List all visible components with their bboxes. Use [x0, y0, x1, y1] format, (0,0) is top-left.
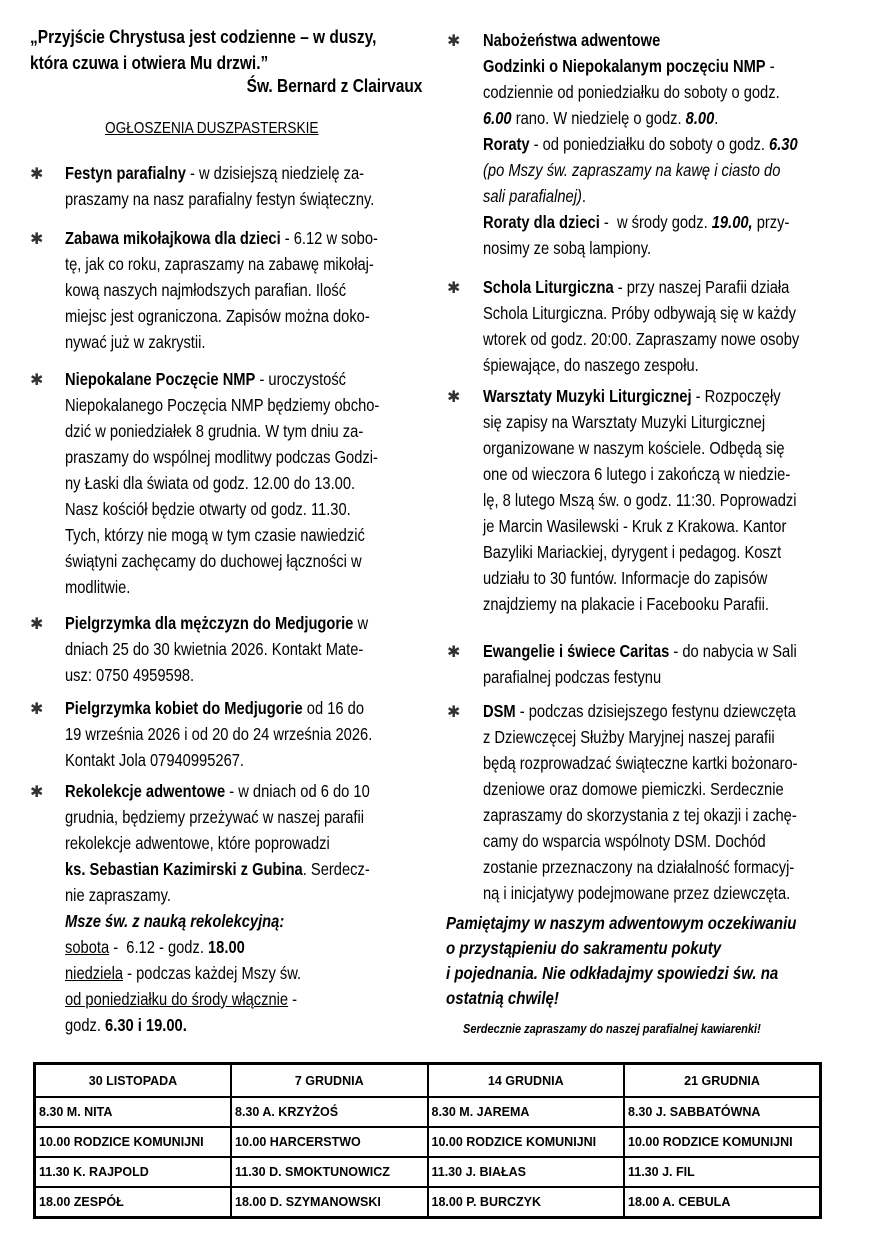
announcement-emphasis: 8.00: [685, 108, 715, 128]
announcement-item: [65, 160, 374, 212]
announcement-text: .: [714, 108, 719, 128]
announcement-emphasis: 19.00,: [711, 212, 753, 232]
announcement-text: .: [581, 186, 586, 206]
schedule-cell: 8.30 A. KRZYŻOŚ: [231, 1097, 428, 1127]
quote-author: Św. Bernard z Clairvaux: [246, 76, 422, 96]
announcement-item: [483, 698, 798, 906]
announcement-emphasis: 18.00: [208, 937, 245, 957]
announcement-emphasis: Msze św. z nauką rekolekcyjną:: [65, 911, 285, 931]
schedule-date-header: 14 GRUDNIA: [428, 1064, 625, 1098]
schedule-date-header: 21 GRUDNIA: [624, 1064, 821, 1098]
asterisk-bullet-icon: ✱: [30, 701, 44, 718]
announcement-text: - 6.12 w sobo- tę, jak co roku, zapraszamy na zabawę mikołaj- kową naszych najmłodszych parafian. Ilość miejsc jest ograniczona. Zapisów można doko- nywać już w zakrystii.: [65, 228, 378, 352]
asterisk-bullet-icon: ✱: [30, 166, 44, 183]
announcement-emphasis: 6.30 i 19.00.: [105, 1015, 187, 1035]
schedule-row: [35, 1187, 821, 1218]
announcement-text: przy- nosimy ze sobą lampiony.: [483, 212, 790, 258]
closing-text: Pamiętajmy w naszym adwentowym oczekiwaniu o przystąpieniu do sakramentu pokuty i pojednania. Nie odkładajmy spowiedzi św. na ostatnią chwilę!: [446, 913, 797, 1008]
announcement-text: - podczas każdej Mszy św.: [127, 963, 302, 983]
announcement-item: [483, 638, 797, 690]
announcement-emphasis: Nabożeństwa adwentowe Godzinki o Niepokalanym poczęciu NMP: [483, 30, 766, 76]
announcement-emphasis: Rekolekcje adwentowe: [65, 781, 226, 801]
schedule-date-header: 7 GRUDNIA: [231, 1064, 428, 1098]
schedule-cell: 8.30 J. SABBATÓWNA: [624, 1097, 821, 1127]
announcement-emphasis: od poniedziałku do środy włącznie: [65, 989, 289, 1009]
announcement-text: - codziennie od poniedziałku do soboty o godz.: [483, 56, 780, 102]
announcement-item: [65, 366, 379, 600]
announcement-text: od 16 do 19 września 2026 i od 20 do 24 września 2026. Kontakt Jola 07940995267.: [65, 698, 373, 770]
schedule-row: [35, 1157, 821, 1187]
asterisk-bullet-icon: ✱: [447, 280, 461, 297]
schedule-cell: 10.00 HARCERSTWO: [231, 1127, 428, 1157]
asterisk-bullet-icon: ✱: [447, 704, 461, 721]
asterisk-bullet-icon: ✱: [30, 616, 44, 633]
announcement-emphasis: (po Mszy św. zapraszamy na kawę i ciasto do sali parafialnej): [483, 160, 781, 206]
schedule-cell: 18.00 D. SZYMANOWSKI: [231, 1187, 428, 1218]
announcement-item: [483, 383, 797, 617]
asterisk-bullet-icon: ✱: [30, 231, 44, 248]
announcement-emphasis: Zabawa mikołajkowa dla dzieci: [65, 228, 281, 248]
schedule-cell: 11.30 J. BIAŁAS: [428, 1157, 625, 1187]
schedule-cell: 11.30 D. SMOKTUNOWICZ: [231, 1157, 428, 1187]
announcement-text: - do nabycia w Sali parafialnej podczas festynu: [483, 641, 797, 687]
announcement-emphasis: Pielgrzymka kobiet do Medjugorie: [65, 698, 303, 718]
announcement-emphasis: 6.30: [769, 134, 798, 154]
announcement-emphasis: Pielgrzymka dla mężczyzn do Medjugorie: [65, 613, 354, 633]
schedule-cell: 10.00 RODZICE KOMUNIJNI: [428, 1127, 625, 1157]
announcement-emphasis: Schola Liturgiczna: [483, 277, 614, 297]
announcement-text: . Serdecz- nie zapraszamy.: [65, 859, 370, 905]
announcement-emphasis: Roraty: [483, 134, 530, 154]
announcement-text: - w dniach od 6 do 10 grudnia, będziemy przeżywać w naszej parafii rekolekcje adwentowe, które poprowadzi: [65, 781, 370, 853]
schedule-cell: 10.00 RODZICE KOMUNIJNI: [624, 1127, 821, 1157]
asterisk-bullet-icon: ✱: [30, 784, 44, 801]
announcement-text: w dniach 25 do 30 kwietnia 2026. Kontakt Mate- usz: 0750 4959598.: [65, 613, 369, 685]
schedule-row: [35, 1097, 821, 1127]
announcement-text: - w środy godz.: [599, 212, 712, 232]
schedule-cell: 18.00 ZESPÓŁ: [35, 1187, 232, 1218]
announcement-emphasis: Niepokalane Poczęcie NMP: [65, 369, 256, 389]
schedule-table: [33, 1062, 822, 1219]
announcement-emphasis: sobota: [65, 937, 110, 957]
announcement-item: [65, 695, 372, 773]
announcement-emphasis: niedziela: [65, 963, 124, 983]
schedule-cell: 18.00 P. BURCZYK: [428, 1187, 625, 1218]
cafe-invitation: Serdecznie zapraszamy do naszej parafialnej kawiarenki!: [463, 1022, 761, 1036]
schedule-date-header: 30 LISTOPADA: [35, 1064, 232, 1098]
announcement-emphasis: 6.00: [483, 108, 512, 128]
schedule-cell: 11.30 J. FIL: [624, 1157, 821, 1187]
announcement-item: [65, 225, 378, 355]
schedule-cell: 8.30 M. JAREMA: [428, 1097, 625, 1127]
announcement-item: [65, 610, 368, 688]
schedule-cell: 8.30 M. NITA: [35, 1097, 232, 1127]
quote-text: „Przyjście Chrystusa jest codzienne – w duszy, która czuwa i otwiera Mu drzwi.”: [30, 27, 377, 73]
schedule-cell: 18.00 A. CEBULA: [624, 1187, 821, 1218]
announcement-text: - przy naszej Parafii działa Schola Liturgiczna. Próby odbywają się w każdy wtorek od godz. 20:00. Zapraszamy nowe osoby śpiewające, do naszego zespołu.: [483, 277, 800, 375]
announcement-emphasis: Festyn parafialny: [65, 163, 186, 183]
announcement-emphasis: Warsztaty Muzyki Liturgicznej: [483, 386, 692, 406]
announcement-emphasis: ks. Sebastian Kazimirski z Gubina: [65, 859, 303, 879]
announcement-item: [483, 274, 799, 378]
announcement-text: rano. W niedzielę o godz.: [511, 108, 686, 128]
asterisk-bullet-icon: ✱: [447, 389, 461, 406]
announcement-text: - 6.12 - godz.: [109, 937, 209, 957]
announcement-text: - godz.: [65, 989, 298, 1035]
asterisk-bullet-icon: ✱: [447, 33, 461, 50]
announcement-item: [65, 778, 370, 1038]
announcement-text: - Rozpoczęły się zapisy na Warsztaty Muzyki Liturgicznej organizowane w naszym kościele. Odbędą się one od wieczora 6 lutego i zakończą w niedzie- lę, 8 lutego Mszą św. o godz. 11:30. Poprowadzi je Marcin Wasilewski - Kruk z Krakowa. Kantor Bazyliki Mariackiej, dyrygent i pedagog. Koszt udziału to 30 funtów. Informacje do zapisów znajdziemy na plakacie i Facebooku Parafii.: [483, 386, 797, 614]
announcement-emphasis: DSM: [483, 701, 516, 721]
announcement-text: - w dzisiejszą niedzielę za- praszamy na nasz parafialny festyn świąteczny.: [65, 163, 375, 209]
announcement-text: - od poniedziałku do soboty o godz.: [529, 134, 770, 154]
asterisk-bullet-icon: ✱: [447, 644, 461, 661]
announcement-text: - uroczystość Niepokalanego Poczęcia NMP będziemy obcho- dzić w poniedziałek 8 grudnia. W tym dniu za- praszamy do wspólnej modlitwy podczas Godzi- ny Łaski dla świata od godz. 12.00 do 13.00. Nasz kościół będzie otwarty od godz. 11.30. Tych, którzy nie mogą w tym czasie nawiedzić świątyni zachęcamy do duchowej łączności w modlitwie.: [65, 369, 380, 597]
asterisk-bullet-icon: ✱: [30, 372, 44, 389]
schedule-cell: 11.30 K. RAJPOLD: [35, 1157, 232, 1187]
announcements-heading: OGŁOSZENIA DUSZPASTERSKIE: [105, 120, 319, 137]
announcement-item: [483, 27, 798, 261]
announcement-emphasis: Roraty dla dzieci: [483, 212, 600, 232]
announcement-emphasis: Ewangelie i świece Caritas: [483, 641, 670, 661]
schedule-cell: 10.00 RODZICE KOMUNIJNI: [35, 1127, 232, 1157]
schedule-row: [35, 1127, 821, 1157]
announcement-text: - podczas dzisiejszego festynu dziewczęta z Dziewczęcej Służby Maryjnej naszej parafii będą rozprowadzać świąteczne kartki bożonaro- dzeniowe oraz domowe piemiczki. Serdecznie zapraszamy do skorzystania z tej okazji i zachę- camy do wsparcia wspólnoty DSM. Dochód zostanie przeznaczony na działalność formacyj- ną i inicjatywy podejmowane przez dziewczęta.: [483, 701, 798, 903]
